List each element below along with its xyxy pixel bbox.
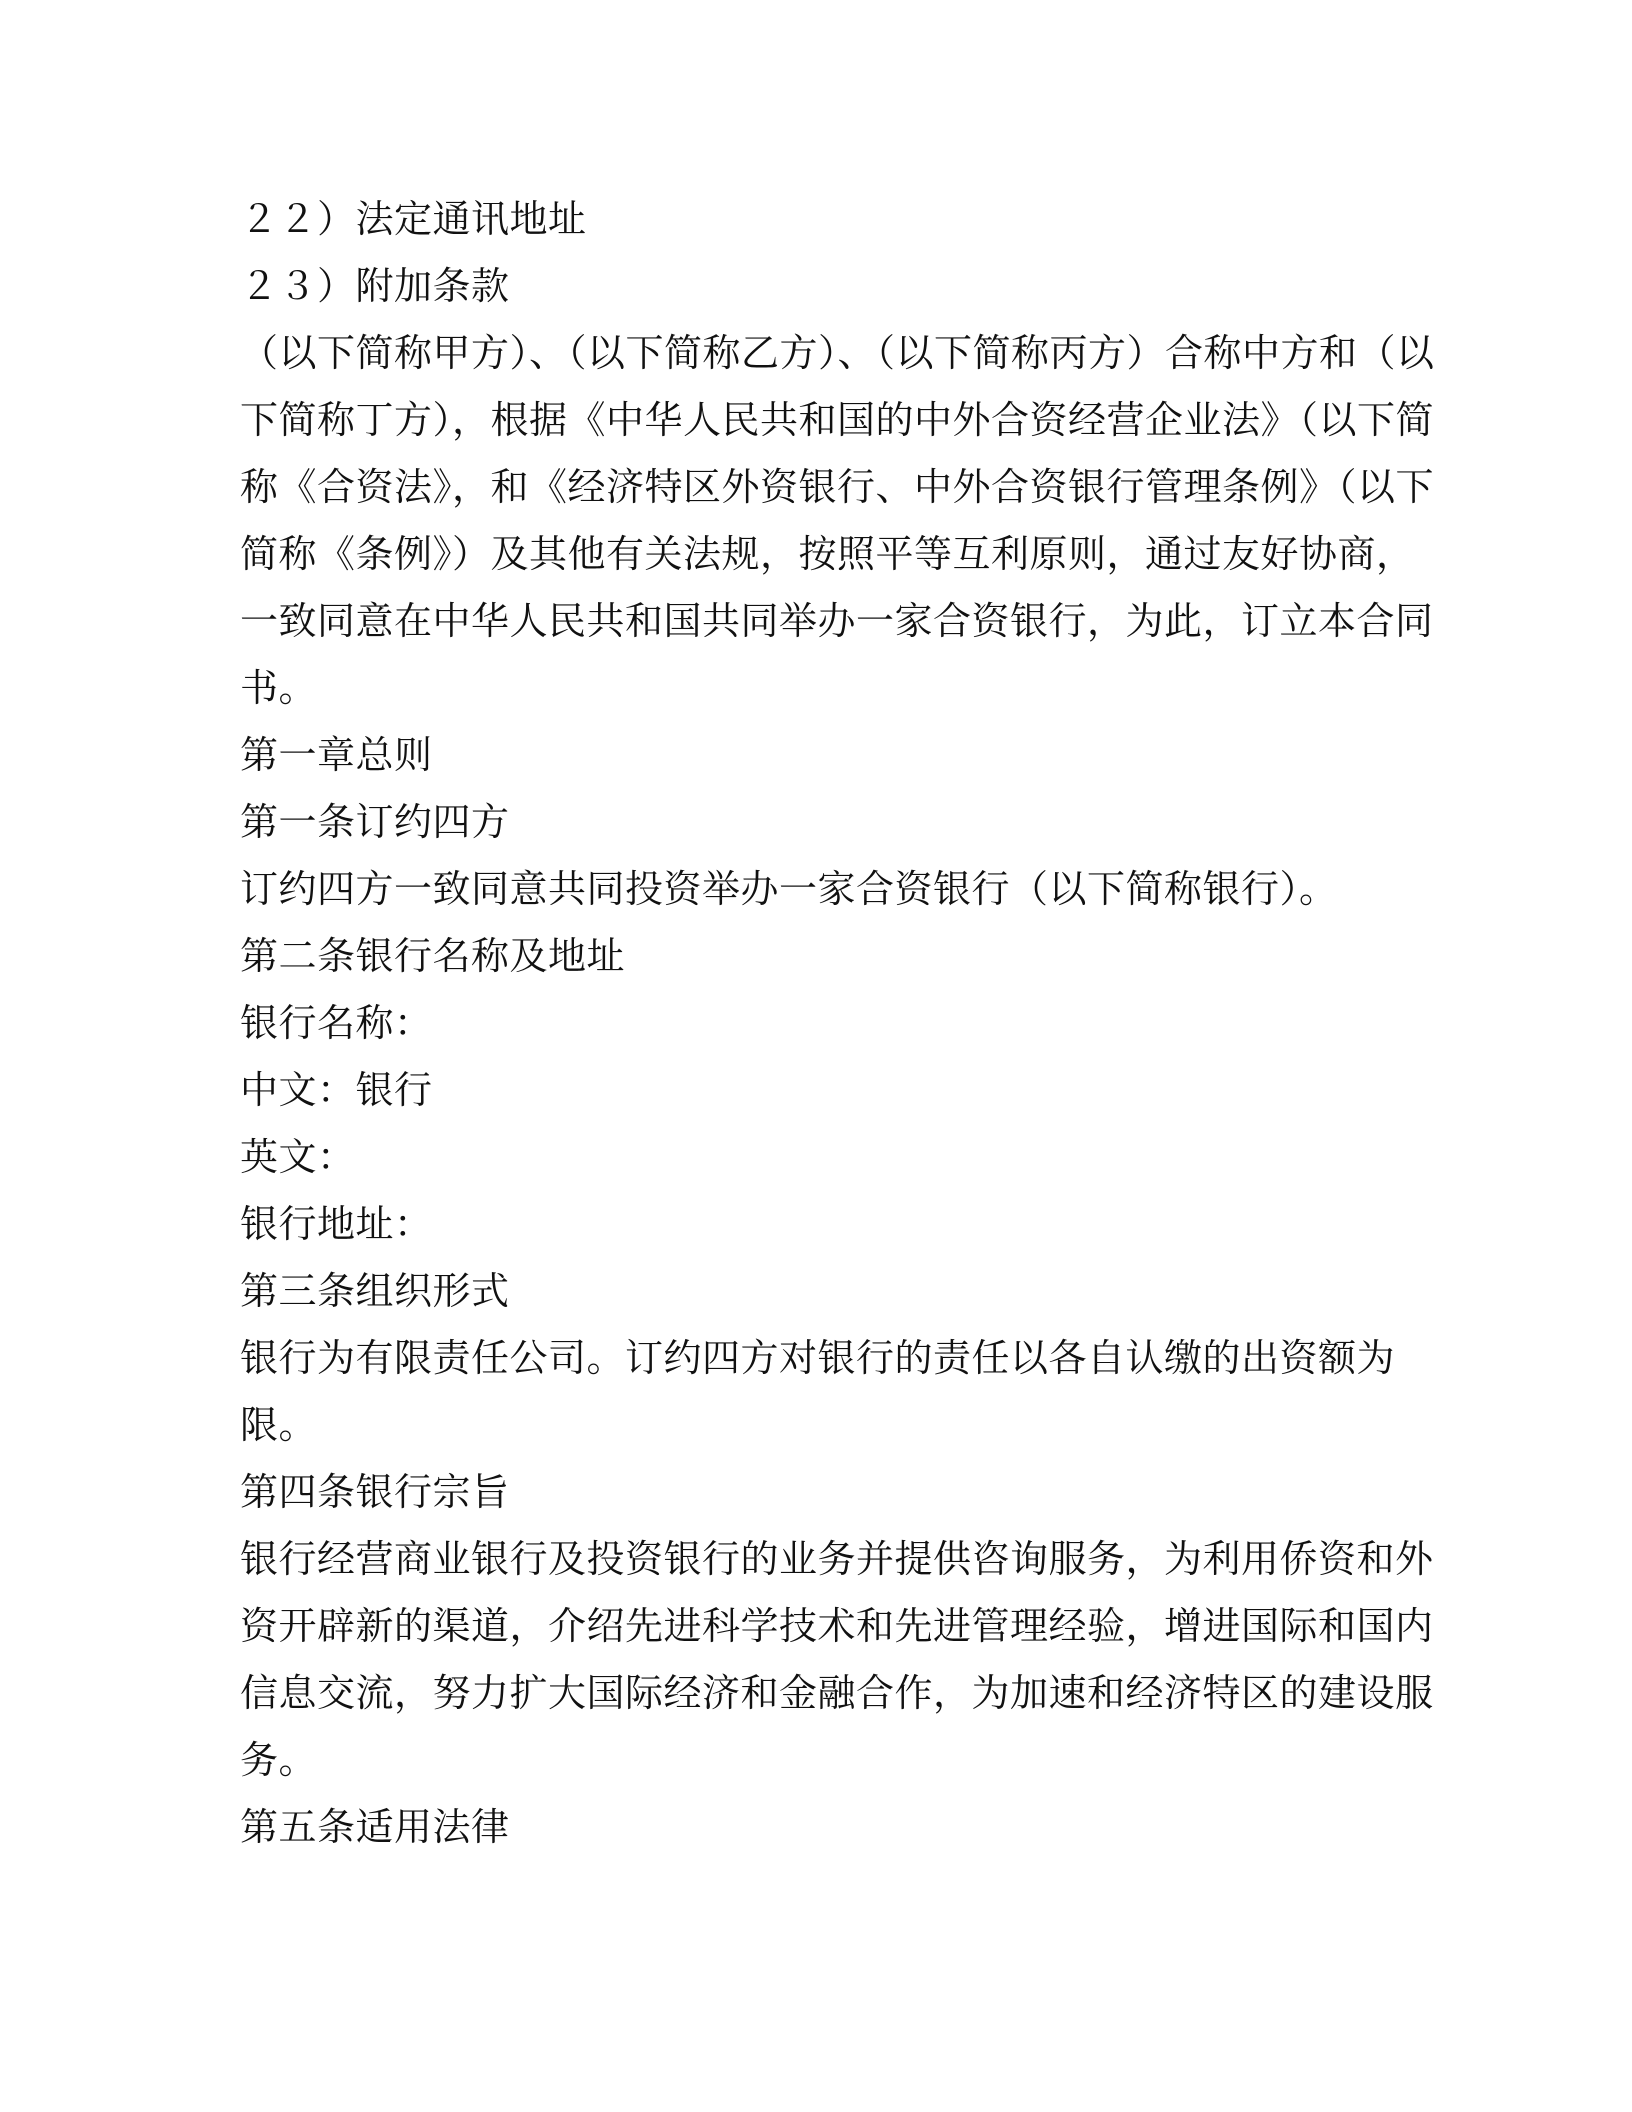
article-3-text-line-1: 银行为有限责任公司。订约四方对银行的责任以各自认缴的出资额为 (240, 1336, 1396, 1380)
preamble-line-4: 简称《条例》）及其他有关法规，按照平等互利原则，通过友好协商， (240, 532, 1415, 576)
article-3-text-line-2: 限。 (240, 1403, 318, 1447)
preamble-line-5: 一致同意在中华人民共和国共同举办一家合资银行，为此，订立本合同 (240, 599, 1434, 643)
article-2-heading: 第二条银行名称及地址 (240, 934, 626, 978)
document-body (240, 186, 1435, 1861)
bank-name-chinese: 中文：银行 (240, 1068, 433, 1112)
article-1-heading: 第一条订约四方 (240, 800, 510, 844)
chapter-1-heading: 第一章总则 (240, 733, 433, 777)
clause-23-heading: ２３）附加条款 (240, 264, 510, 308)
preamble-line-2: 下简称丁方），根据《中华人民共和国的中外合资经营企业法》（以下简 (240, 398, 1435, 442)
article-3-heading: 第三条组织形式 (240, 1269, 510, 1313)
article-4-text-line-4: 务。 (240, 1738, 318, 1782)
clause-22-heading: ２２）法定通讯地址 (240, 197, 587, 241)
preamble-line-3: 称《合资法》，和《经济特区外资银行、中外合资银行管理条例》（以下 (240, 465, 1435, 509)
article-4-text-line-1: 银行经营商业银行及投资银行的业务并提供咨询服务，为利用侨资和外 (240, 1537, 1434, 1581)
article-4-text-line-2: 资开辟新的渠道，介绍先进科学技术和先进管理经验，增进国际和国内 (240, 1604, 1434, 1648)
preamble-line-6: 书。 (240, 666, 318, 710)
article-1-text: 订约四方一致同意共同投资举办一家合资银行（以下简称银行）。 (240, 867, 1338, 911)
preamble-line-1: （以下简称甲方）、（以下简称乙方）、（以下简称丙方）合称中方和（以 (240, 331, 1435, 375)
article-4-text-line-3: 信息交流，努力扩大国际经济和金融合作，为加速和经济特区的建设服 (240, 1671, 1434, 1715)
article-5-heading: 第五条适用法律 (240, 1805, 510, 1849)
article-4-heading: 第四条银行宗旨 (240, 1470, 510, 1514)
bank-name-english: 英文： (240, 1135, 356, 1179)
bank-address-label: 银行地址： (240, 1202, 433, 1246)
bank-name-label: 银行名称： (240, 1001, 433, 1045)
